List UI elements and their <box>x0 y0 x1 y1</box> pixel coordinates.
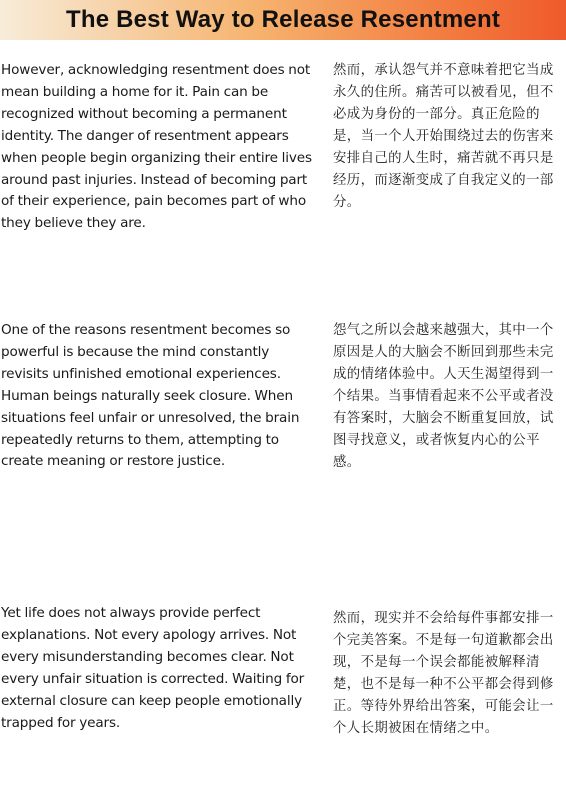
english-paragraph: Yet life does not always provide perfect explanations. Not every apology arrives. Not every misunderstanding becomes clear. Not every unfair situation is corrected. Waiting for external closure can keep people emotionally trapped for years. <box>1 605 305 731</box>
page-title: The Best Way to Release Resentment <box>65 6 501 33</box>
chinese-paragraph: 然而，承认怨气并不意味着把它当成永久的住所。痛苦可以被看见，但不必成为身份的一部分。真正危险的是，当一个人开始围绕过去的伤害来安排自己的人生时，痛苦就不再只是经历，而逐渐变成了自我定义的一部分。 <box>333 63 554 210</box>
chinese-paragraph: 然而，现实并不会给每件事都安排一个完美答案。不是每一句道歉都会出现，不是每一个误会都能被解释清楚，也不是每一种不公平都会得到修正。等待外界给出答案，可能会让一个人长期被困在情绪之中。 <box>333 611 554 736</box>
english-paragraph: However, acknowledging resentment does not mean building a home for it. Pain can be recognized without becoming a permanent identity. The danger of resentment appears when people begin organizing their entire lives around past injuries. Instead of becoming part of their experience, pain becomes part of who they believe they are. <box>1 62 312 232</box>
paragraph-section-1 <box>0 60 566 240</box>
paragraph-section-3 <box>0 603 566 763</box>
english-paragraph: One of the reasons resentment becomes so powerful is because the mind constantly revisits unfinished emotional experiences. Human beings naturally seek closure. When situations feel unfair or unresolved, the brain repeatedly returns to them, attempting to create meaning or restore justice. <box>1 322 300 470</box>
chinese-paragraph: 怨气之所以会越来越强大，其中一个原因是人的大脑会不断回到那些未完成的情绪体验中。人天生渴望得到一个结果。当事情看起来不公平或者没有答案时，大脑会不断重复回放，试图寻找意义，或者恢复内心的公平感。 <box>333 323 554 470</box>
paragraph-section-2 <box>0 320 566 500</box>
